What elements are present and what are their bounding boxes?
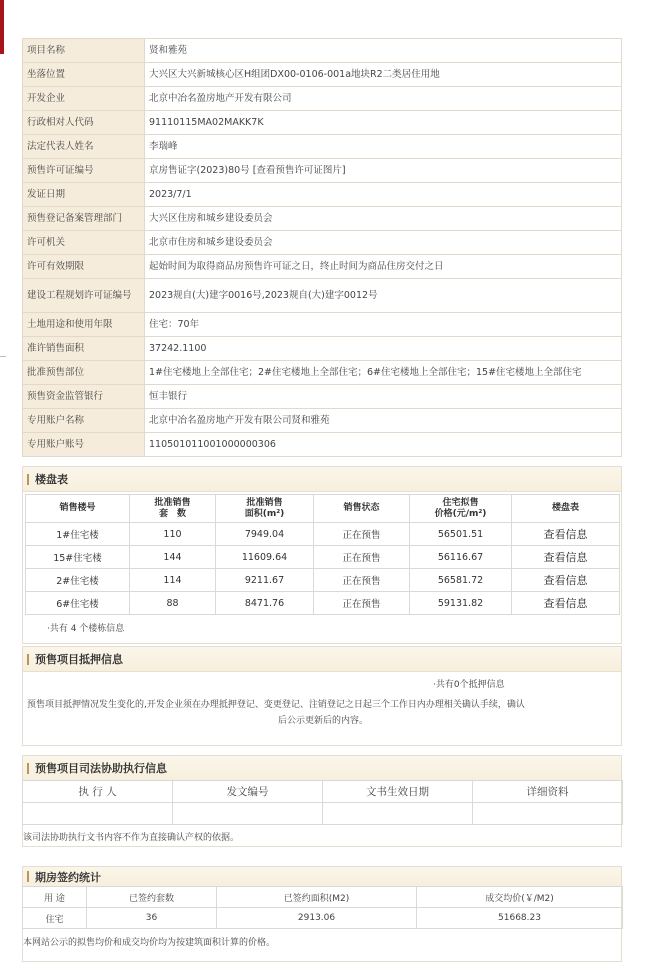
info-value: 住宅：70年 <box>145 313 622 337</box>
info-row <box>23 183 622 207</box>
info-value: 1#住宅楼地上全部住宅；2#住宅楼地上全部住宅；6#住宅楼地上全部住宅；15#住宅楼地上全部住宅 <box>145 361 622 385</box>
info-row <box>23 279 622 313</box>
table-row <box>26 546 620 569</box>
info-row <box>23 159 622 183</box>
mortgage-desc-line1: 预售项目抵押情况发生变化的,开发企业须在办理抵押登记、变更登记、注销登记之日起三个工作日内办理相关确认手续，确认 <box>27 700 525 710</box>
column-header: 文书生效日期 <box>323 781 473 803</box>
info-row <box>23 409 622 433</box>
info-row <box>23 63 622 87</box>
info-row <box>23 135 622 159</box>
table-cell: 56116.67 <box>410 546 512 569</box>
info-row <box>23 87 622 111</box>
table-cell: 59131.82 <box>410 592 512 615</box>
table-cell: 11609.64 <box>216 546 314 569</box>
info-label: 许可有效期限 <box>23 255 145 279</box>
table-cell: 36 <box>87 908 217 929</box>
column-header: 已签约套数 <box>87 887 217 908</box>
table-cell: 住宅 <box>23 908 87 929</box>
table-cell: 114 <box>130 569 216 592</box>
table-cell: 正在预售 <box>314 592 410 615</box>
info-value: 大兴区住房和城乡建设委员会 <box>145 207 622 231</box>
info-row <box>23 255 622 279</box>
column-header: 执 行 人 <box>23 781 173 803</box>
info-label: 行政相对人代码 <box>23 111 145 135</box>
info-label: 发证日期 <box>23 183 145 207</box>
info-label: 准许销售面积 <box>23 337 145 361</box>
table-cell: 8471.76 <box>216 592 314 615</box>
info-value: 恒丰银行 <box>145 385 622 409</box>
info-row <box>23 231 622 255</box>
info-row <box>23 39 622 63</box>
column-header: 楼盘表 <box>512 495 620 523</box>
info-row <box>23 385 622 409</box>
loupan-title: 楼盘表 <box>35 473 68 486</box>
info-value: 京房售证字(2023)80号 [查看预售许可证图片] <box>145 159 622 183</box>
table-cell: 正在预售 <box>314 546 410 569</box>
column-header: 批准销售 面积(m²) <box>216 495 314 523</box>
brand-accent-bar <box>0 0 4 54</box>
contract-title: 期房签约统计 <box>35 870 101 884</box>
info-value: 大兴区大兴新城核心区H组团DX00-0106-001a地块R2二类居住用地 <box>145 63 622 87</box>
mortgage-header <box>23 647 621 672</box>
view-info-link[interactable]: 查看信息 <box>512 569 620 592</box>
mortgage-section <box>22 646 622 746</box>
info-label: 法定代表人姓名 <box>23 135 145 159</box>
table-cell: 56581.72 <box>410 569 512 592</box>
contract-header <box>23 867 621 887</box>
info-value: 北京市住房和城乡建设委员会 <box>145 231 622 255</box>
info-row <box>23 361 622 385</box>
info-label: 建设工程规划许可证编号 <box>23 279 145 313</box>
contract-table <box>22 886 623 929</box>
table-cell-empty <box>173 803 323 825</box>
column-header: 详细资料 <box>473 781 623 803</box>
contract-note: 本网站公示的拟售均价和成交均价均为按建筑面积计算的价格。 <box>23 938 276 948</box>
info-label: 预售许可证编号 <box>23 159 145 183</box>
judicial-table <box>22 780 623 825</box>
judicial-title: 预售项目司法协助执行信息 <box>35 762 167 775</box>
side-divider <box>0 356 6 357</box>
info-value: 起始时间为取得商品房预售许可证之日，终止时间为商品住房交付之日 <box>145 255 622 279</box>
info-value: 贤和雅苑 <box>145 39 622 63</box>
column-header: 用 途 <box>23 887 87 908</box>
table-cell: 正在预售 <box>314 569 410 592</box>
table-cell-empty <box>323 803 473 825</box>
section-marker <box>27 763 29 774</box>
table-row <box>26 569 620 592</box>
section-marker <box>27 654 29 665</box>
column-header: 销售楼号 <box>26 495 130 523</box>
project-info-table <box>22 38 622 457</box>
info-label: 预售资金监管银行 <box>23 385 145 409</box>
table-cell: 110 <box>130 523 216 546</box>
section-marker <box>27 474 29 485</box>
mortgage-title: 预售项目抵押信息 <box>35 653 123 666</box>
table-cell: 144 <box>130 546 216 569</box>
column-header: 成交均价(￥/M2) <box>417 887 623 908</box>
section-marker <box>27 871 29 882</box>
info-label: 许可机关 <box>23 231 145 255</box>
table-cell: 51668.23 <box>417 908 623 929</box>
table-cell: 15#住宅楼 <box>26 546 130 569</box>
info-value: 2023/7/1 <box>145 183 622 207</box>
info-label: 开发企业 <box>23 87 145 111</box>
view-info-link[interactable]: 查看信息 <box>512 546 620 569</box>
info-label: 专用账户名称 <box>23 409 145 433</box>
table-cell: 2913.06 <box>217 908 417 929</box>
loupan-count-note: ·共有 4 个楼栋信息 <box>47 624 125 634</box>
info-row <box>23 433 622 457</box>
judicial-note: 该司法协助执行文书内容不作为直接确认产权的依据。 <box>23 833 240 843</box>
info-value: 北京中冶名盈房地产开发有限公司贤和雅苑 <box>145 409 622 433</box>
view-info-link[interactable]: 查看信息 <box>512 523 620 546</box>
info-label: 坐落位置 <box>23 63 145 87</box>
table-cell: 56501.51 <box>410 523 512 546</box>
table-cell: 正在预售 <box>314 523 410 546</box>
table-cell-empty <box>23 803 173 825</box>
table-cell-empty <box>473 803 623 825</box>
column-header: 已签约面积(M2) <box>217 887 417 908</box>
info-value: 37242.1100 <box>145 337 622 361</box>
loupan-header <box>23 467 621 492</box>
table-cell: 6#住宅楼 <box>26 592 130 615</box>
info-row <box>23 337 622 361</box>
info-row <box>23 111 622 135</box>
table-row <box>26 523 620 546</box>
table-row <box>23 908 623 929</box>
table-cell: 7949.04 <box>216 523 314 546</box>
table-row <box>26 592 620 615</box>
column-header: 住宅拟售 价格(元/m²) <box>410 495 512 523</box>
mortgage-desc-line2: 后公示更新后的内容。 <box>277 716 368 726</box>
info-label: 土地用途和使用年限 <box>23 313 145 337</box>
table-cell: 9211.67 <box>216 569 314 592</box>
info-label: 预售登记备案管理部门 <box>23 207 145 231</box>
mortgage-count: ·共有0个抵押信息 <box>433 680 505 690</box>
info-label: 专用账户账号 <box>23 433 145 457</box>
info-row <box>23 207 622 231</box>
column-header: 销售状态 <box>314 495 410 523</box>
table-cell: 1#住宅楼 <box>26 523 130 546</box>
column-header: 发文编号 <box>173 781 323 803</box>
table-cell: 2#住宅楼 <box>26 569 130 592</box>
info-value: 2023规自(大)建字0016号,2023规自(大)建字0012号 <box>145 279 622 313</box>
info-value: 李瑞峰 <box>145 135 622 159</box>
view-info-link[interactable]: 查看信息 <box>512 592 620 615</box>
info-label: 批准预售部位 <box>23 361 145 385</box>
info-value: 91110115MA02MAKK7K <box>145 111 622 135</box>
info-value: 110501011001000000306 <box>145 433 622 457</box>
table-cell: 88 <box>130 592 216 615</box>
loupan-table <box>25 494 620 615</box>
judicial-header <box>23 756 621 781</box>
info-row <box>23 313 622 337</box>
info-value: 北京中冶名盈房地产开发有限公司 <box>145 87 622 111</box>
info-label: 项目名称 <box>23 39 145 63</box>
column-header: 批准销售 套 数 <box>130 495 216 523</box>
